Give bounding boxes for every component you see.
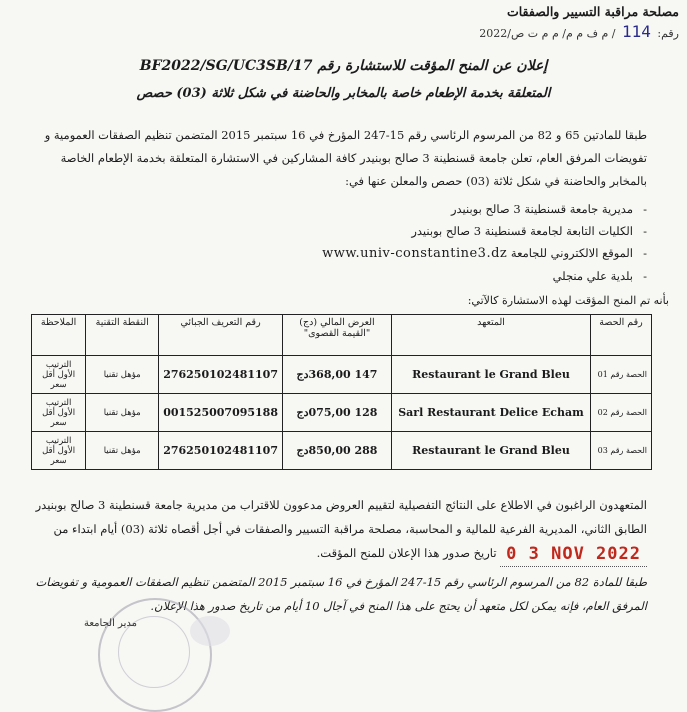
signature-mark xyxy=(190,616,230,646)
cell-tax-id: 276250102481107 xyxy=(159,356,283,394)
table-header-row xyxy=(32,315,652,356)
header-tax-id: رقم التعريف الجبائي xyxy=(159,315,283,356)
cell-amount: 128 075,00دج xyxy=(283,394,392,432)
publication-item xyxy=(227,242,647,265)
cell-tax-id: 001525007095188 xyxy=(159,394,283,432)
award-table xyxy=(31,314,652,470)
reference-handwritten-number: 114 xyxy=(621,22,651,41)
header-note: الملاحظة xyxy=(32,315,86,356)
date-stamp: 0 3 NOV 2022 xyxy=(500,542,647,567)
consultation-paragraph xyxy=(30,493,647,567)
cell-note: الترتيب الأول أقل سعر xyxy=(32,432,86,470)
intro-paragraph: طبقا للمادتين 65 و 82 من المرسوم الرئاسي رقم 15-247 المؤرخ في 16 سبتمبر 2015 المتضمن تنظيم الصفقات العمومية و تفويضات المرفق العام، تعلن جامعة قسنطينة 3 صالح بوبنيدر كافة المشاركين في الاستشارة المتعلقة بخدمة الإطعام الخاصة بالمخابر والحاضنة في شكل ثلاثة (03) حصص والمعلن عنها في: xyxy=(44,128,647,188)
cell-note: الترتيب الأول أقل سعر xyxy=(32,394,86,432)
publication-item-label: الموقع الالكتروني للجامعة xyxy=(510,246,633,260)
cell-technical: مؤهل تقنيا xyxy=(86,394,159,432)
consultation-text-end: تاريخ صدور هذا الإعلان للمنح المؤقت. xyxy=(316,546,497,560)
cell-note: الترتيب الأول أقل سعر xyxy=(32,356,86,394)
announcement-title: إعلان عن المنح المؤقت للاستشارة رقم BF2022/SG/UC3SB/17 xyxy=(139,58,548,74)
publication-item: - بلدية علي منجلي xyxy=(227,265,647,287)
table-row xyxy=(32,394,652,432)
table-intro: بأنه تم المنح المؤقت لهذه الاستشارة كالآتي: xyxy=(467,294,669,307)
header-amount: العرض المالي (دج) "القيمة القصوى" xyxy=(283,315,392,356)
cell-technical: مؤهل تقنيا xyxy=(86,432,159,470)
cell-contractor: Sarl Restaurant Delice Echam xyxy=(392,394,591,432)
consultation-text: المتعهدون الراغبون في الاطلاع على النتائج التفصيلية لتقييم العروض مدعوون للاقتراب من مديرية جامعة قسنطينة 3 صالح بوبنيدر الطابق الثاني، المديرية الفرعية للمالية و المحاسبة، مصلحة مراقبة التسيير والصفقات في أجل أقصاه ثلاثة (03) أيام ابتداء من xyxy=(35,498,647,536)
publication-list xyxy=(227,198,647,287)
cell-amount: 147 368,00دج xyxy=(283,356,392,394)
reference-prefix: رقم: xyxy=(657,27,679,40)
cell-lot: الحصة رقم 01 xyxy=(591,356,652,394)
publication-item: - الكليات التابعة لجامعة قسنطينة 3 صالح بوبنيدر xyxy=(227,220,647,242)
table-row xyxy=(32,432,652,470)
cell-tax-id: 276250102481107 xyxy=(159,432,283,470)
header-technical: النقطة التقنية xyxy=(86,315,159,356)
announcement-subtitle: المتعلقة بخدمة الإطعام خاصة بالمخابر والحاضنة في شكل ثلاثة (03) حصص xyxy=(136,86,551,101)
cell-amount: 288 850,00دج xyxy=(283,432,392,470)
publication-item: - مديرية جامعة قسنطينة 3 صالح بوبنيدر xyxy=(227,198,647,220)
header-lot: رقم الحصة xyxy=(591,315,652,356)
reference-line xyxy=(479,22,679,41)
cell-technical: مؤهل تقنيا xyxy=(86,356,159,394)
table-row xyxy=(32,356,652,394)
signature-title: مدير الجامعة xyxy=(84,618,137,629)
service-name: مصلحة مراقبة التسيير والصفقات xyxy=(506,4,679,19)
website-link[interactable]: www.univ-constantine3.dz xyxy=(322,246,508,261)
header-contractor: المتعهد xyxy=(392,315,591,356)
cell-contractor: Restaurant le Grand Bleu xyxy=(392,356,591,394)
cell-lot: الحصة رقم 02 xyxy=(591,394,652,432)
reference-suffix: / م ف م م/ م م ت ص/2022 xyxy=(479,27,616,40)
appeal-paragraph: طبقا للمادة 82 من المرسوم الرئاسي رقم 15-247 المؤرخ في 16 سبتمبر 2015 المتضمن تنظيم الصفقات العمومية و تفويضات المرفق العام، فإنه يمكن لكل متعهد أن يحتج على هذا المنح في آجال 10 أيام من تاريخ صدور هذا الإعلان. xyxy=(35,575,647,613)
cell-lot: الحصة رقم 03 xyxy=(591,432,652,470)
cell-contractor: Restaurant le Grand Bleu xyxy=(392,432,591,470)
